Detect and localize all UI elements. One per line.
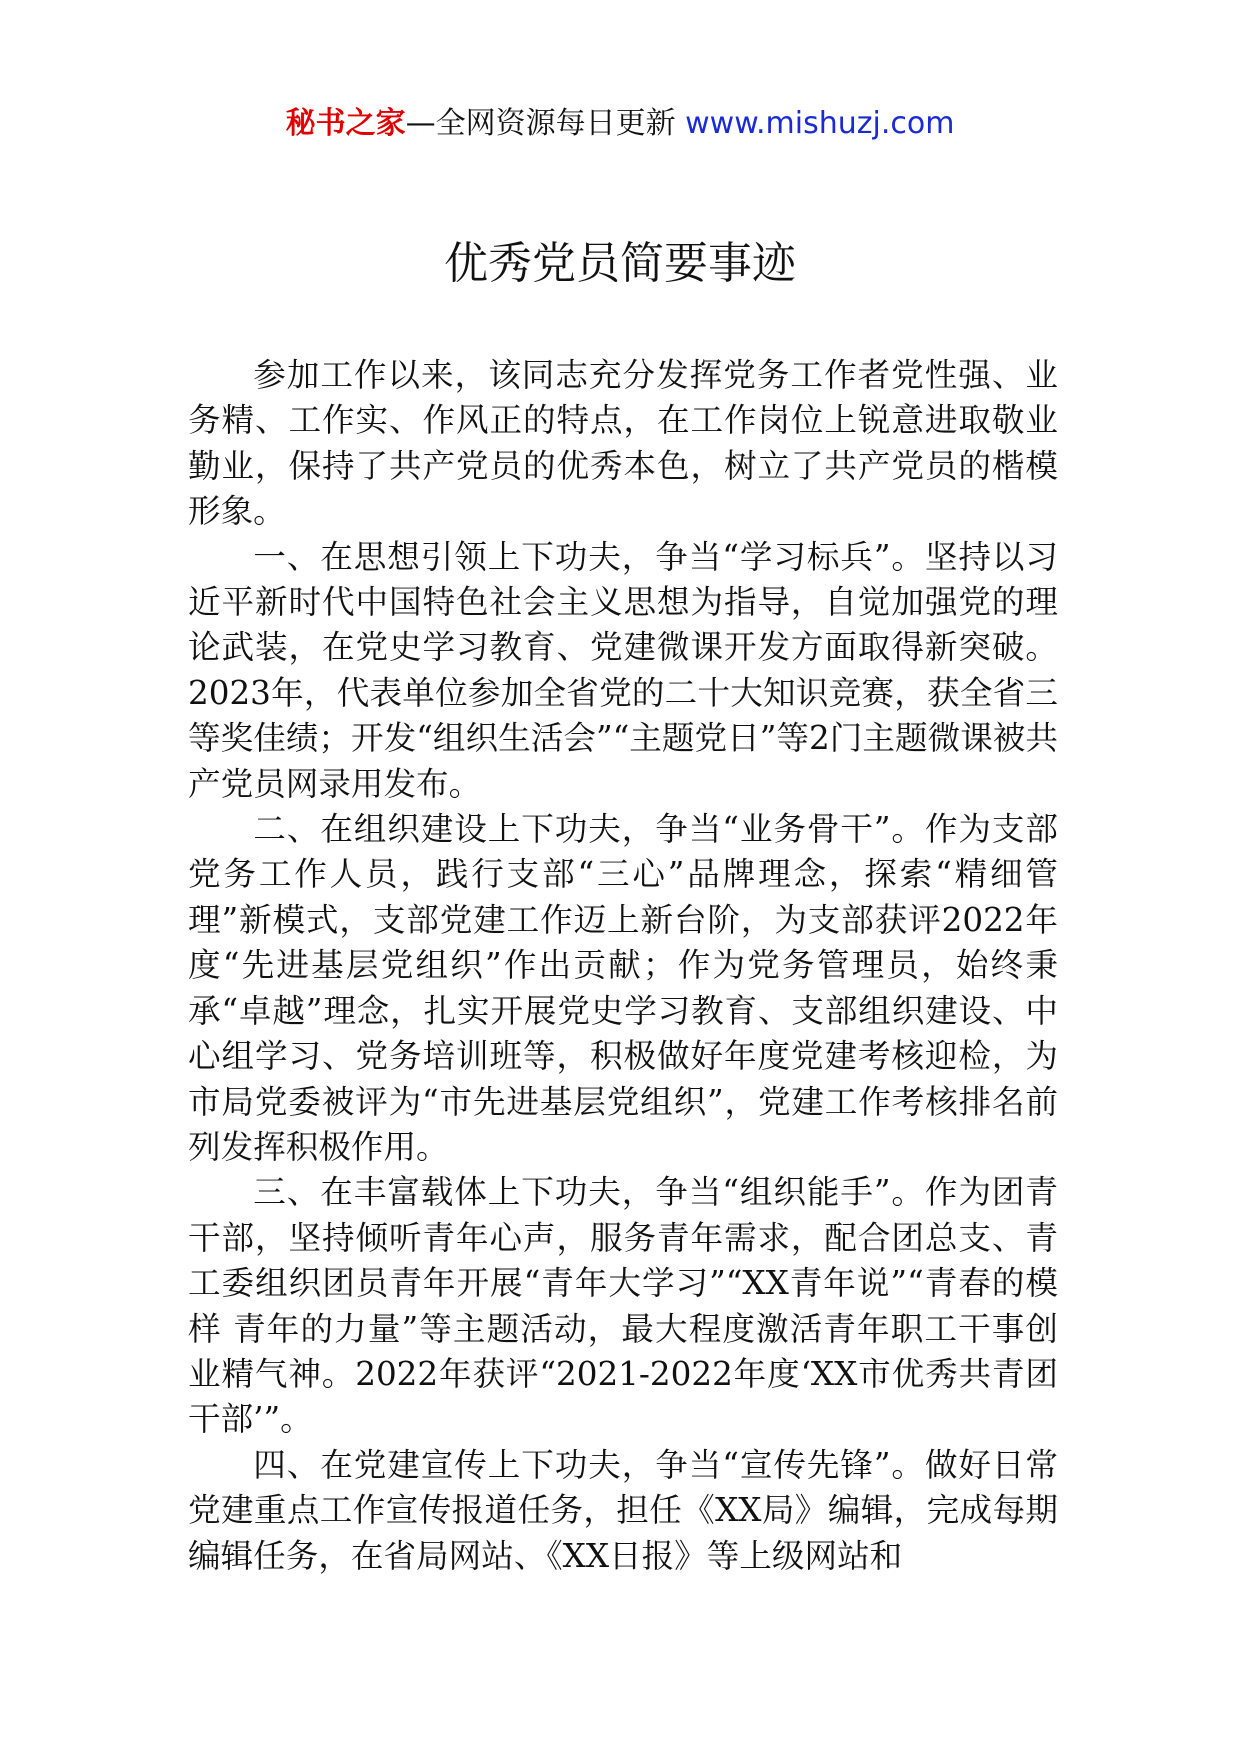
header-tagline: —全网资源每日更新 (405, 106, 676, 141)
brand-name: 秘书之家 (285, 106, 406, 141)
site-header (0, 100, 1240, 148)
paragraph-section-2: 二、在组织建设上下功夫，争当“业务骨干”。作为支部党务工作人员，践行支部“三心”品牌理念，探索“精细管理”新模式，支部党建工作迈上新台阶，为支部获评2022年度“先进基层党组织”作出贡献；作为党务管理员，始终秉承“卓越”理念，扎实开展党史学习教育、支部组织建设、中心组学习、党务培训班等，积极做好年度党建考核迎检，为市局党委被评为“市先进基层党组织”，党建工作考核排名前列发挥积极作用。 (188, 810, 1058, 1166)
paragraph-intro: 参加工作以来，该同志充分发挥党务工作者党性强、业务精、工作实、作风正的特点，在工作岗位上锐意进取敬业勤业，保持了共产党员的优秀本色，树立了共产党员的楷模形象。 (188, 356, 1058, 531)
paragraph-section-4: 四、在党建宣传上下功夫，争当“宣传先锋”。做好日常党建重点工作宣传报道任务，担任《XX局》编辑，完成每期编辑任务，在省局网站、《XX日报》等上级网站和 (188, 1445, 1058, 1575)
document-body (188, 353, 1058, 1579)
site-url-link[interactable]: www.mishuzj.com (685, 106, 955, 141)
paragraph-section-3: 三、在丰富载体上下功夫，争当“组织能手”。作为团青干部，坚持倾听青年心声，服务青年需求，配合团总支、青工委组织团员青年开展“青年大学习”“XX青年说”“青春的模样 青年的力量”等主题活动，最大程度激活青年职工干事创业精气神。2022年获评“2021-2022年度‘XX市优秀共青团干部’”。 (188, 1173, 1058, 1439)
paragraph-section-1: 一、在思想引领上下功夫，争当“学习标兵”。坚持以习近平新时代中国特色社会主义思想为指导，自觉加强党的理论武装，在党史学习教育、党建微课开发方面取得新突破。2023年，代表单位参加全省党的二十大知识竞赛，获全省三等奖佳绩；开发“组织生活会”“主题党日”等2门主题微课被共产党员网录用发布。 (188, 537, 1058, 803)
document-title: 优秀党员简要事迹 (444, 238, 796, 289)
